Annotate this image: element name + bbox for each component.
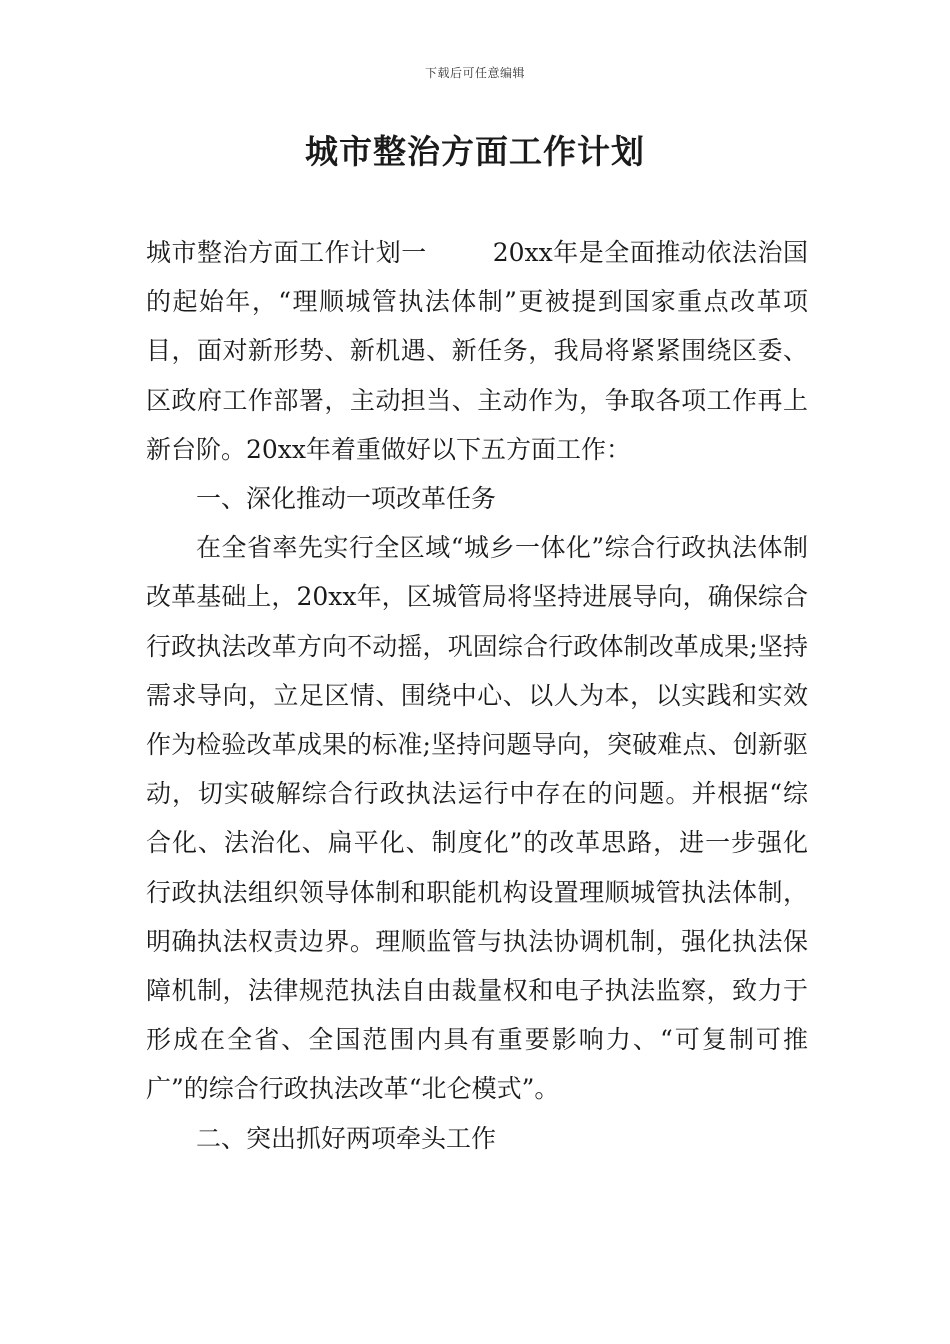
section-heading-2: 二、突出抓好两项牵头工作 <box>196 1123 497 1153</box>
document-body <box>146 228 808 1163</box>
section-heading-1: 一、深化推动一项改革任务 <box>196 484 497 514</box>
intro-paragraph <box>146 228 808 474</box>
page-header-note: 下载后可任意编辑 <box>424 66 525 80</box>
intro-label: 城市整治方面工作计划一 <box>146 238 427 267</box>
page-title: 城市整治方面工作计划 <box>305 132 645 171</box>
section-body-1: 在全省率先实行全区域“城乡一体化”综合行政执法体制改革基础上，20xx年，区城管局将坚持进展导向，确保综合行政执法改革方向不动摇，巩固综合行政体制改革成果;坚持需求导向，立足区情、围绕中心、以人为本，以实践和实效作为检验改革成果的标准;坚持问题导向，突破难点、创新驱动，切实破解综合行政执法运行中存在的问题。并根据“综合化、法治化、扁平化、制度化”的改革思路，进一步强化行政执法组织领导体制和职能机构设置理顺城管执法体制，明确执法权责边界。理顺监管与执法协调机制，强化执法保障机制，法律规范执法自由裁量权和电子执法监察，致力于形成在全省、全国范围内具有重要影响力、“可复制可推广”的综合行政执法改革“北仑模式”。 <box>146 533 808 1104</box>
intro-text: 20xx年是全面推动依法治国的起始年，“理顺城管执法体制”更被提到国家重点改革项目，面对新形势、新机遇、新任务，我局将紧紧围绕区委、区政府工作部署，主动担当、主动作为，争取各项工作再上新台阶。20xx年着重做好以下五方面工作： <box>146 238 808 464</box>
